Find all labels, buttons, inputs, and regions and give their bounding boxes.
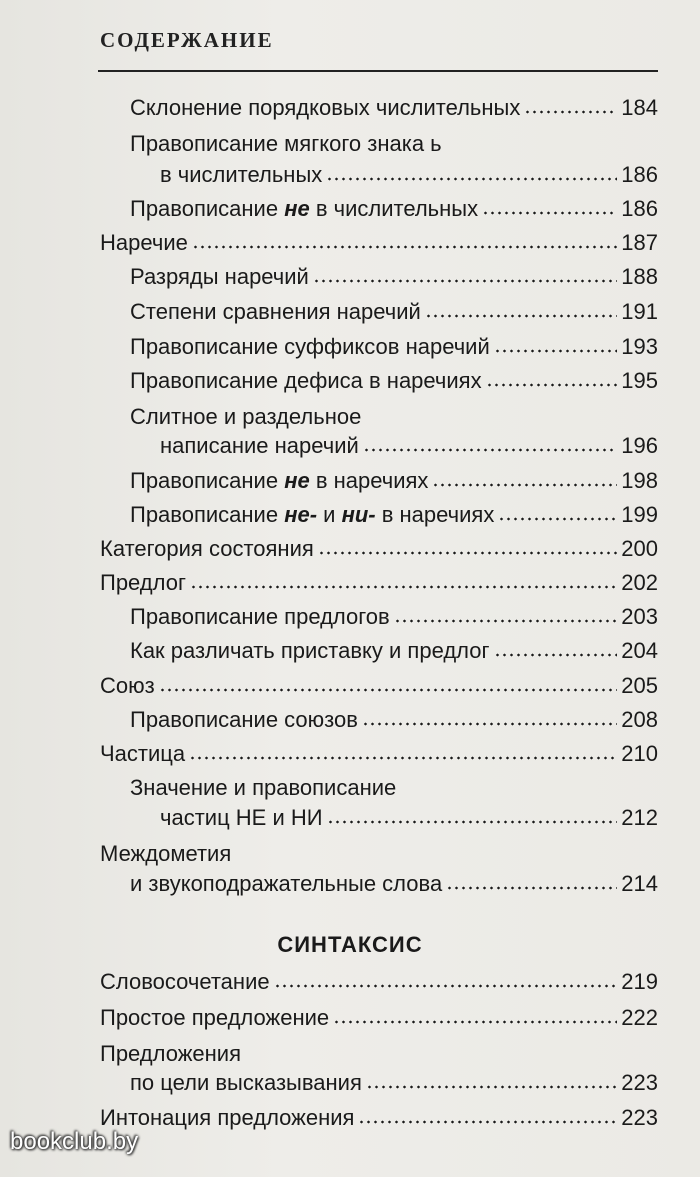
toc-entry[interactable]: [130, 706, 658, 734]
leader-dots: [482, 196, 617, 216]
toc-entry-page: 210: [621, 741, 658, 766]
toc-entry-page: 187: [621, 230, 658, 255]
toc-entry-title: Частица: [100, 741, 186, 766]
leader-dots: [432, 468, 617, 488]
leader-dots: [494, 334, 618, 354]
toc-entry-title: Простое предложение: [100, 1005, 330, 1030]
toc-entry-page: 204: [621, 638, 658, 663]
toc-entry[interactable]: [160, 432, 658, 460]
toc-entry-title[interactable]: Значение и правописание: [130, 775, 397, 800]
toc-entry-page: 205: [621, 673, 658, 698]
leader-dots: [446, 871, 617, 891]
toc-entry[interactable]: [130, 1069, 658, 1097]
leader-dots: [318, 536, 618, 556]
toc-entry-title: написание наречий: [160, 433, 359, 458]
toc-entry-title[interactable]: Междометия: [100, 841, 232, 866]
toc-entry-page: 223: [621, 1070, 658, 1095]
toc-entry-title: и звукоподражательные слова: [130, 871, 443, 896]
leader-dots: [190, 570, 617, 590]
toc-entry-page: 219: [621, 969, 658, 994]
toc-entry[interactable]: [130, 333, 658, 361]
toc-entry-page: 186: [621, 196, 658, 221]
toc-entry-title[interactable]: Предложения: [100, 1041, 242, 1066]
leader-dots: [333, 1005, 617, 1025]
toc-entry[interactable]: [100, 1004, 658, 1032]
toc-entry-page: 193: [621, 334, 658, 359]
leader-dots: [326, 162, 617, 182]
toc-entry-page: 223: [621, 1105, 658, 1130]
toc-entry-title: по цели высказывания: [130, 1070, 362, 1095]
toc-entry-title: Союз: [100, 673, 155, 698]
leader-dots: [486, 368, 618, 388]
page-header: СОДЕРЖАНИЕ: [100, 28, 274, 52]
leader-dots: [313, 264, 617, 284]
toc-entry-title: Склонение порядковых числительных: [130, 95, 521, 120]
leader-dots: [498, 502, 617, 522]
toc-entry-page: 191: [621, 299, 658, 324]
toc-entry-page: 222: [621, 1005, 658, 1030]
toc-entry[interactable]: [130, 603, 658, 631]
toc-entry[interactable]: [100, 672, 658, 700]
toc-entry-title: Наречие: [100, 230, 188, 255]
toc-entry-title: Предлог: [100, 570, 186, 595]
toc-entry-title: Правописание суффиксов наречий: [130, 334, 490, 359]
toc-entry-page: 202: [621, 570, 658, 595]
toc-entry[interactable]: [100, 535, 658, 563]
toc-entry-page: 212: [621, 805, 658, 830]
toc-entry-page: 214: [621, 871, 658, 896]
toc-entry[interactable]: [130, 467, 658, 495]
leader-dots: [192, 230, 617, 250]
toc-entry-title[interactable]: Правописание мягкого знака ь: [130, 131, 442, 156]
toc-entry[interactable]: [160, 804, 658, 832]
toc-entry[interactable]: [130, 94, 658, 122]
toc-entry[interactable]: [100, 968, 658, 996]
toc-entry[interactable]: [130, 637, 658, 665]
leader-dots: [358, 1105, 617, 1125]
toc-entry-title: в числительных: [160, 162, 323, 187]
toc-entry-page: 188: [621, 264, 658, 289]
toc-entry-title: Правописание союзов: [130, 707, 358, 732]
leader-dots: [425, 299, 617, 319]
toc-entry-page: 208: [621, 707, 658, 732]
leader-dots: [366, 1070, 617, 1090]
toc-entry[interactable]: [130, 870, 658, 898]
leader-dots: [362, 707, 617, 727]
leader-dots: [274, 969, 618, 989]
toc-entry-title: Категория состояния: [100, 536, 314, 561]
leader-dots: [494, 638, 618, 658]
toc-entry[interactable]: [130, 298, 658, 326]
toc-entry-title: Словосочетание: [100, 969, 270, 994]
leader-dots: [363, 433, 618, 453]
toc-entry-page: 199: [621, 502, 658, 527]
toc-entry-title: частиц НЕ и НИ: [160, 805, 323, 830]
toc-entry-page: 196: [621, 433, 658, 458]
toc-entry[interactable]: [130, 367, 658, 395]
toc-entry-title: Правописание не в числительных: [130, 196, 479, 221]
leader-dots: [327, 805, 618, 825]
toc-entry-title: Правописание дефиса в наречиях: [130, 368, 482, 393]
toc-entry-title: Как различать приставку и предлог: [130, 638, 490, 663]
toc-entry[interactable]: [160, 161, 658, 189]
toc-entry-title: Правописание не- и ни- в наречиях: [130, 502, 495, 527]
toc-entry[interactable]: [100, 1104, 658, 1132]
section-heading: СИНТАКСИС: [277, 932, 423, 957]
leader-dots: [159, 673, 618, 693]
toc-entry-title[interactable]: Слитное и раздельное: [130, 404, 362, 429]
toc-entry-page: 200: [621, 536, 658, 561]
toc-entry-page: 198: [621, 468, 658, 493]
toc-entry[interactable]: [130, 501, 658, 529]
toc-entry-page: 186: [621, 162, 658, 187]
toc-entry-page: 195: [621, 368, 658, 393]
watermark: bookclub.by: [10, 1128, 139, 1155]
toc-entry[interactable]: [100, 569, 658, 597]
toc-entry-page: 203: [621, 604, 658, 629]
toc-entry-page: 184: [621, 95, 658, 120]
leader-dots: [189, 741, 617, 761]
toc-entry[interactable]: [100, 229, 658, 257]
toc-entry-title: Правописание предлогов: [130, 604, 390, 629]
toc-entry-title: Степени сравнения наречий: [130, 299, 421, 324]
toc-entry-title: Интонация предложения: [100, 1105, 355, 1130]
toc-entry-title: Правописание не в наречиях: [130, 468, 429, 493]
leader-dots: [524, 95, 617, 115]
leader-dots: [394, 604, 618, 624]
toc-entry-title: Разряды наречий: [130, 264, 309, 289]
toc-entry[interactable]: [100, 740, 658, 768]
toc-entry[interactable]: [130, 263, 658, 291]
toc-entry[interactable]: [130, 195, 658, 223]
header-rule: [98, 70, 658, 72]
